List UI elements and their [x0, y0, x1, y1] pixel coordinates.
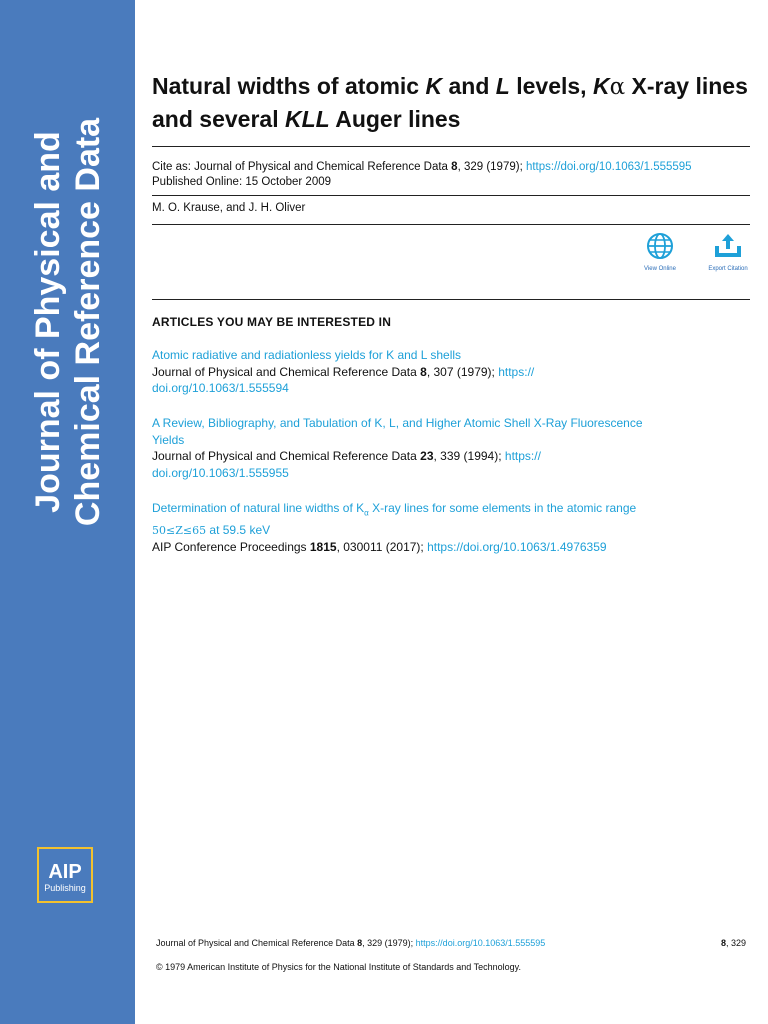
- cite-label: Cite as: Journal of Physical and Chemical Reference Data: [152, 161, 452, 173]
- published-date: Published Online: 15 October 2009: [152, 176, 332, 188]
- related-rest: , 307 (1979);: [426, 364, 499, 379]
- authors: M. O. Krause, and J. H. Oliver: [152, 202, 306, 214]
- journal-sidebar: [0, 0, 135, 1024]
- related-volume: 23: [420, 449, 434, 463]
- related-article: [152, 347, 752, 397]
- cite-volume: 8: [451, 161, 458, 173]
- footer-journal: Journal of Physical and Chemical Reference Data: [156, 938, 358, 948]
- logo-text-publishing: Publishing: [44, 883, 86, 893]
- title-kll: KLL: [284, 106, 330, 132]
- related-rest: , 030011 (2017);: [336, 540, 428, 555]
- related-doi-link[interactable]: https://: [504, 449, 541, 463]
- title-text: Auger lines: [329, 106, 461, 132]
- related-source: AIP Conference Proceedings: [152, 540, 310, 555]
- related-volume: 8: [420, 364, 427, 379]
- title-alpha: α: [609, 74, 626, 100]
- related-articles-heading: ARTICLES YOU MAY BE INTERESTED IN: [152, 315, 392, 329]
- related-source: Journal of Physical and Chemical Reference Data: [152, 449, 421, 463]
- divider: [152, 195, 750, 196]
- article-title: [152, 70, 752, 135]
- view-online-button[interactable]: [630, 232, 690, 272]
- footer-volume: 8: [357, 938, 363, 948]
- divider: [152, 224, 750, 225]
- related-volume: 1815: [309, 540, 337, 555]
- footer-doi-link[interactable]: https://doi.org/10.1063/1.555595: [415, 938, 546, 948]
- related-rest: , 339 (1994);: [433, 449, 505, 463]
- divider: [152, 146, 750, 147]
- related-article-title-link[interactable]: [152, 522, 752, 540]
- export-citation-button[interactable]: [698, 232, 758, 272]
- journal-name: [28, 118, 108, 526]
- title-k: K: [425, 73, 443, 99]
- aip-publishing-logo[interactable]: [37, 847, 93, 903]
- related-title-text: Determination of natural line widths of K: [152, 501, 365, 515]
- citation: [152, 160, 692, 190]
- footer-page-rest: , 329: [726, 938, 747, 948]
- related-article: [152, 415, 752, 481]
- related-doi-link[interactable]: doi.org/10.1063/1.555594: [152, 381, 289, 395]
- related-doi-link[interactable]: https://: [498, 364, 535, 379]
- related-title-sub: α: [364, 508, 369, 518]
- related-title-text: X-ray lines for some elements in the atomic range: [368, 501, 637, 515]
- related-article-title-link[interactable]: Atomic radiative and radiationless yields for K and L shells: [152, 348, 462, 362]
- related-source: Journal of Physical and Chemical Reference Data: [152, 364, 421, 379]
- title-text: Natural widths of atomic: [152, 73, 426, 99]
- export-icon: [713, 232, 743, 260]
- related-title-text: at 59.5 keV: [206, 522, 271, 537]
- related-title-math: 50≤Z≤65: [152, 523, 207, 537]
- journal-name-line2: Chemical Reference Data: [69, 117, 107, 527]
- cite-rest: , 329 (1979);: [457, 161, 526, 173]
- related-article-title-link[interactable]: [152, 500, 752, 522]
- title-ka-k: K: [592, 73, 610, 99]
- footer-page-number: [721, 938, 746, 948]
- title-text: X-ray lines and several: [152, 73, 748, 132]
- view-online-label: View Online: [644, 266, 676, 272]
- related-article: [152, 500, 752, 556]
- logo-text-aip: AIP: [48, 861, 82, 883]
- divider: [152, 299, 750, 300]
- footer-page-volume: 8: [721, 938, 727, 948]
- journal-name-line1: Journal of Physical and: [29, 131, 67, 513]
- related-doi-link[interactable]: doi.org/10.1063/1.555955: [152, 465, 289, 480]
- footer-rest: , 329 (1979);: [362, 938, 416, 948]
- title-l: L: [495, 73, 510, 99]
- title-text: levels,: [509, 73, 593, 99]
- title-text: and: [442, 73, 496, 99]
- cite-doi-link[interactable]: https://doi.org/10.1063/1.555595: [525, 161, 692, 173]
- related-doi-link[interactable]: https://doi.org/10.1063/1.4976359: [427, 540, 607, 555]
- footer-citation: [156, 938, 545, 948]
- export-citation-label: Export Citation: [708, 266, 748, 272]
- related-article-title-link[interactable]: Yields: [152, 432, 185, 447]
- footer-copyright: © 1979 American Institute of Physics for the National Institute of Standards and Technology.: [156, 962, 522, 972]
- globe-icon: [646, 232, 674, 260]
- related-article-title-link[interactable]: A Review, Bibliography, and Tabulation of K, L, and Higher Atomic Shell X-Ray Fluorescence: [152, 416, 643, 430]
